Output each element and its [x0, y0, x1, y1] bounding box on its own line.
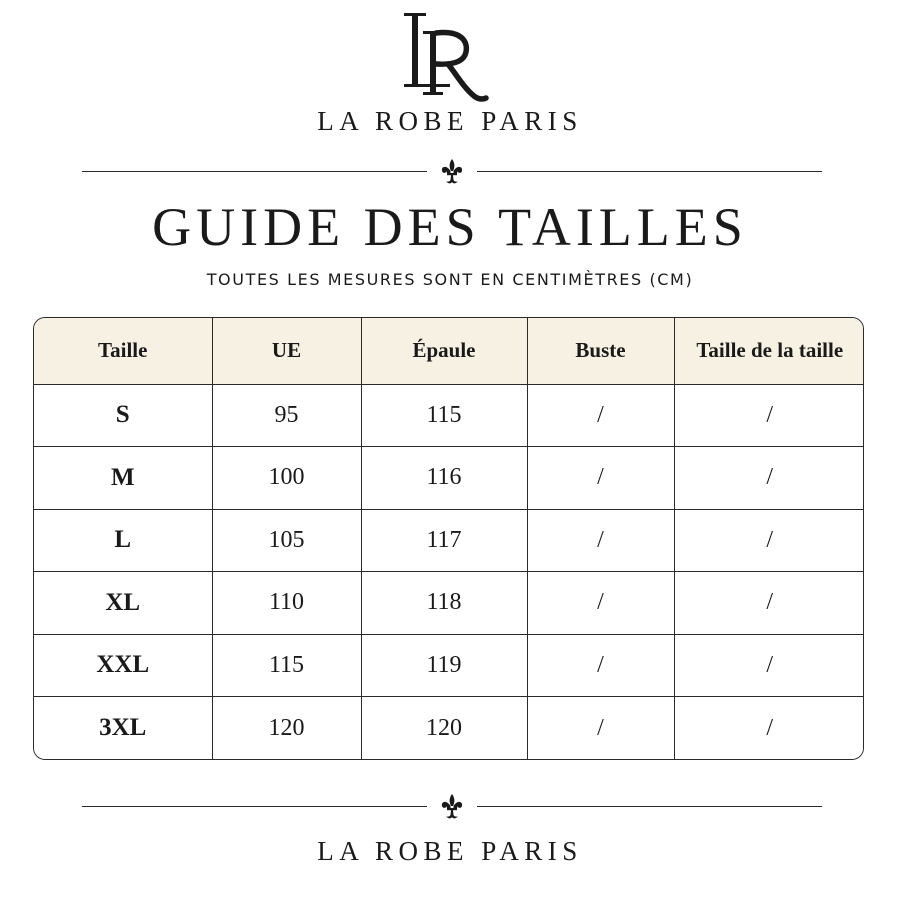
divider-top	[82, 157, 822, 187]
cell-taille-de-la-taille: /	[674, 509, 864, 572]
divider-line-left	[82, 806, 427, 807]
brand-name-top: LA ROBE PARIS	[317, 106, 583, 136]
cell-buste: /	[527, 634, 674, 697]
cell-epaule: 118	[361, 572, 527, 635]
brand-name-bottom: LA ROBE PARIS	[317, 836, 583, 866]
cell-buste: /	[527, 447, 674, 510]
divider-bottom	[82, 792, 822, 822]
cell-buste: /	[527, 697, 674, 760]
cell-buste: /	[527, 384, 674, 447]
table-row	[34, 634, 864, 697]
table-row	[34, 384, 864, 447]
cell-size: XL	[34, 572, 212, 635]
cell-taille-de-la-taille: /	[674, 697, 864, 760]
cell-taille-de-la-taille: /	[674, 572, 864, 635]
cell-size: L	[34, 509, 212, 572]
cell-size: XXL	[34, 634, 212, 697]
cell-ue: 110	[212, 572, 361, 635]
fleur-de-lis-icon	[437, 792, 467, 822]
cell-epaule: 119	[361, 634, 527, 697]
page-title: GUIDE DES TAILLES	[152, 197, 748, 257]
cell-taille-de-la-taille: /	[674, 447, 864, 510]
cell-ue: 105	[212, 509, 361, 572]
divider-line-left	[82, 171, 427, 172]
cell-size: S	[34, 384, 212, 447]
cell-ue: 100	[212, 447, 361, 510]
cell-size: M	[34, 447, 212, 510]
cell-epaule: 116	[361, 447, 527, 510]
header-ue: UE	[212, 318, 361, 384]
cell-ue: 120	[212, 697, 361, 760]
table-row	[34, 572, 864, 635]
table-header-row	[34, 318, 864, 384]
table-row	[34, 447, 864, 510]
brand-logo	[0, 8, 900, 104]
table-row	[34, 697, 864, 760]
page-subtitle: TOUTES LES MESURES SONT EN CENTIMÈTRES (CM)	[206, 270, 694, 289]
cell-epaule: 120	[361, 697, 527, 760]
header-taille: Taille	[34, 318, 212, 384]
header-taille-de-la-taille: Taille de la taille	[674, 318, 864, 384]
header-epaule: Épaule	[361, 318, 527, 384]
cell-taille-de-la-taille: /	[674, 384, 864, 447]
lr-monogram-logo	[390, 8, 510, 104]
cell-size: 3XL	[34, 697, 212, 760]
divider-line-right	[477, 171, 822, 172]
fleur-de-lis-icon	[437, 157, 467, 187]
table-row	[34, 509, 864, 572]
cell-taille-de-la-taille: /	[674, 634, 864, 697]
cell-ue: 115	[212, 634, 361, 697]
cell-epaule: 115	[361, 384, 527, 447]
cell-epaule: 117	[361, 509, 527, 572]
cell-buste: /	[527, 509, 674, 572]
header-buste: Buste	[527, 318, 674, 384]
cell-ue: 95	[212, 384, 361, 447]
size-chart	[34, 318, 864, 759]
divider-line-right	[477, 806, 822, 807]
size-table	[33, 317, 864, 760]
cell-buste: /	[527, 572, 674, 635]
